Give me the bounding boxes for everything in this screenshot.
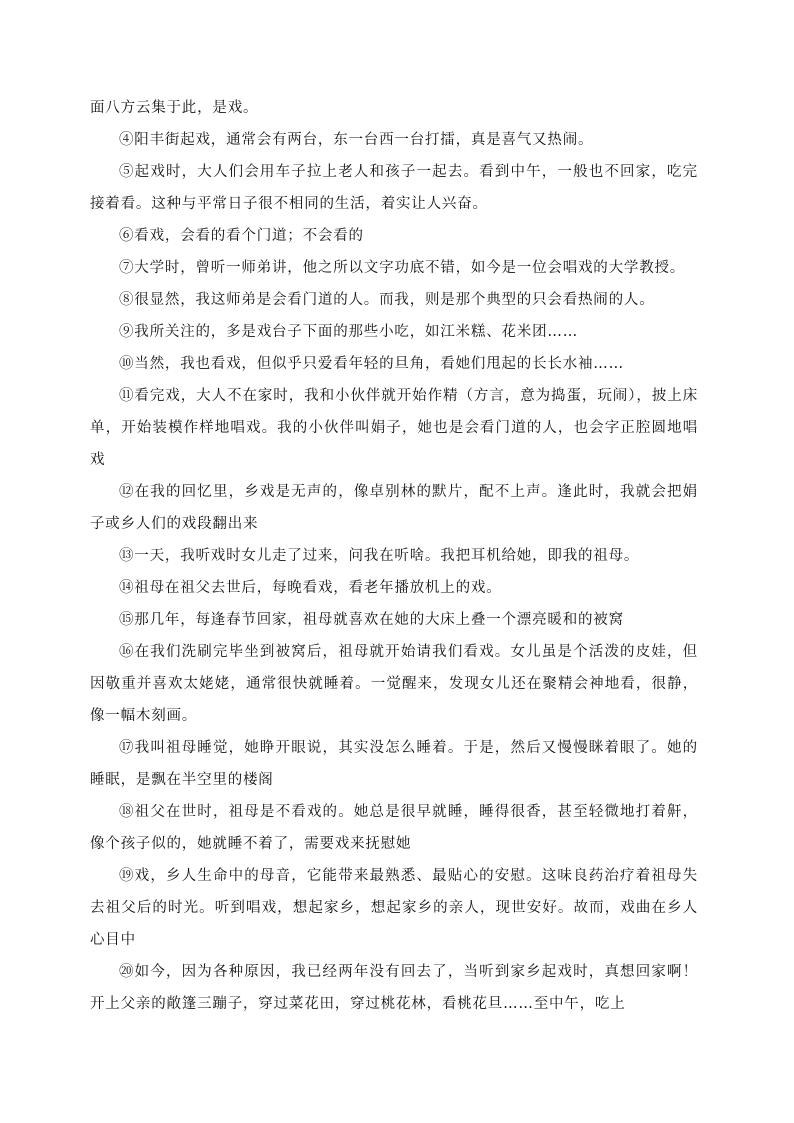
paragraph-9: ⑨我所关注的，多是戏台子下面的那些小吃，如江米糕、花米团…… (119, 324, 578, 340)
paragraph-17: ⑰我叫祖母睡觉，她睁开眼说，其实没怎么睡着。于是，然后又慢慢眯着眼了。她的睡眠，是飘在半空里的楼阁 (90, 740, 698, 788)
paragraph-20: ⑳如今，因为各种原因，我已经两年没有回去了，当听到家乡起戏时，真想回家啊！开上父亲的敞篷三蹦子，穿过菜花田，穿过桃花林，看桃花旦……至中午，吃上 (90, 964, 698, 1012)
paragraph-4: ④阳丰街起戏，通常会有两台，东一台西一台打擂，真是喜气又热闹。 (119, 132, 594, 148)
document-body (90, 92, 698, 1020)
paragraph-7: ⑦大学时，曾听一师弟讲，他之所以文字功底不错，如今是一位会唱戏的大学教授。 (119, 260, 686, 276)
paragraph-10: ⑩当然，我也看戏，但似乎只爱看年轻的旦角，看她们甩起的长长水袖…… (119, 356, 624, 372)
paragraph-13: ⑬一天，我听戏时女儿走了过来，问我在听啥。我把耳机给她，即我的祖母。 (119, 548, 640, 564)
paragraph-6: ⑥看戏，会看的看个门道；不会看的 (119, 228, 364, 244)
paragraph-8: ⑧很显然，我这师弟是会看门道的人。而我，则是那个典型的只会看热闹的人。 (119, 292, 655, 308)
paragraph-15: ⑮那几年，每逢春节回家，祖母就喜欢在她的大床上叠一个漂亮暖和的被窝 (119, 612, 624, 628)
paragraph-12: ⑫在我的回忆里，乡戏是无声的，像卓别林的默片，配不上声。逢此时，我就会把娟子或乡人们的戏段翻出来 (90, 484, 698, 532)
paragraph-14: ⑭祖母在祖父去世后，每晚看戏，看老年播放机上的戏。 (119, 580, 502, 596)
paragraph-16: ⑯在我们洗刷完毕坐到被窝后，祖母就开始请我们看戏。女儿虽是个活泼的皮娃，但因敬重并喜欢太姥姥，通常很快就睡着。一觉醒来，发现女儿还在聚精会神地看，很静，像一幅木刻画。 (90, 644, 698, 724)
paragraph-18: ⑱祖父在世时，祖母是不看戏的。她总是很早就睡，睡得很香，甚至轻微地打着鼾，像个孩子似的，她就睡不着了，需要戏来抚慰她 (90, 804, 698, 852)
paragraph-11: ⑪看完戏，大人不在家时，我和小伙伴就开始作精（方言，意为捣蛋，玩闹），披上床单，开始装模作样地唱戏。我的小伙伴叫娟子，她也是会看门道的人，也会字正腔圆地唱戏 (90, 388, 698, 468)
paragraph-19: ⑲戏，乡人生命中的母音，它能带来最熟悉、最贴心的安慰。这味良药治疗着祖母失去祖父后的时光。听到唱戏，想起家乡，想起家乡的亲人，现世安好。故而，戏曲在乡人心目中 (90, 868, 698, 948)
paragraph-5: ⑤起戏时，大人们会用车子拉上老人和孩子一起去。看到中午，一般也不回家，吃完接着看。这种与平常日子很不相同的生活，着实让人兴奋。 (90, 164, 698, 212)
paragraph-continued: 面八方云集于此，是戏。 (90, 100, 259, 116)
